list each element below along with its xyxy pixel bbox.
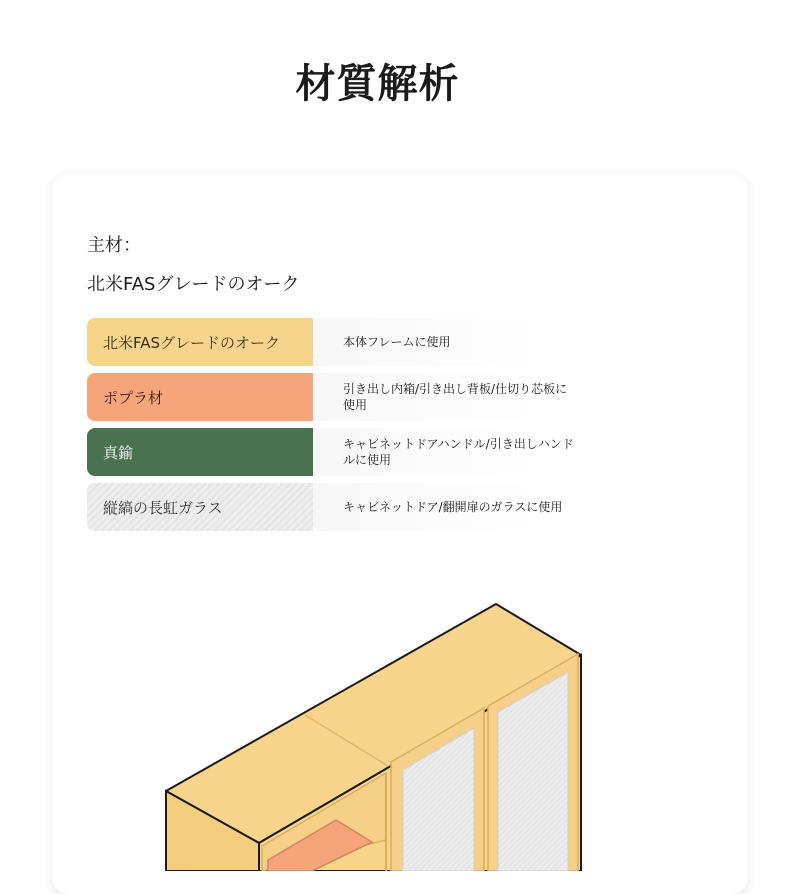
main-material-value: 北米FASグレードのオーク: [87, 274, 300, 295]
material-name: ポプラ材: [87, 373, 313, 421]
material-name: 縦縞の長虹ガラス: [87, 483, 313, 531]
material-usage: キャビネットドアハンドル/引き出しハンドルに使用: [313, 428, 577, 476]
material-usage: キャビネットドア/翻開扉のガラスに使用: [313, 483, 577, 531]
material-name: 北米FASグレードのオーク: [87, 318, 313, 366]
material-usage: 本体フレームに使用: [313, 318, 577, 366]
main-material-label: 主材：: [87, 235, 141, 256]
material-name: 真鍮: [87, 428, 313, 476]
material-usage: 引き出し内箱/引き出し背板/仕切り芯板に使用: [313, 373, 577, 421]
page-title: 材質解析: [295, 61, 460, 107]
